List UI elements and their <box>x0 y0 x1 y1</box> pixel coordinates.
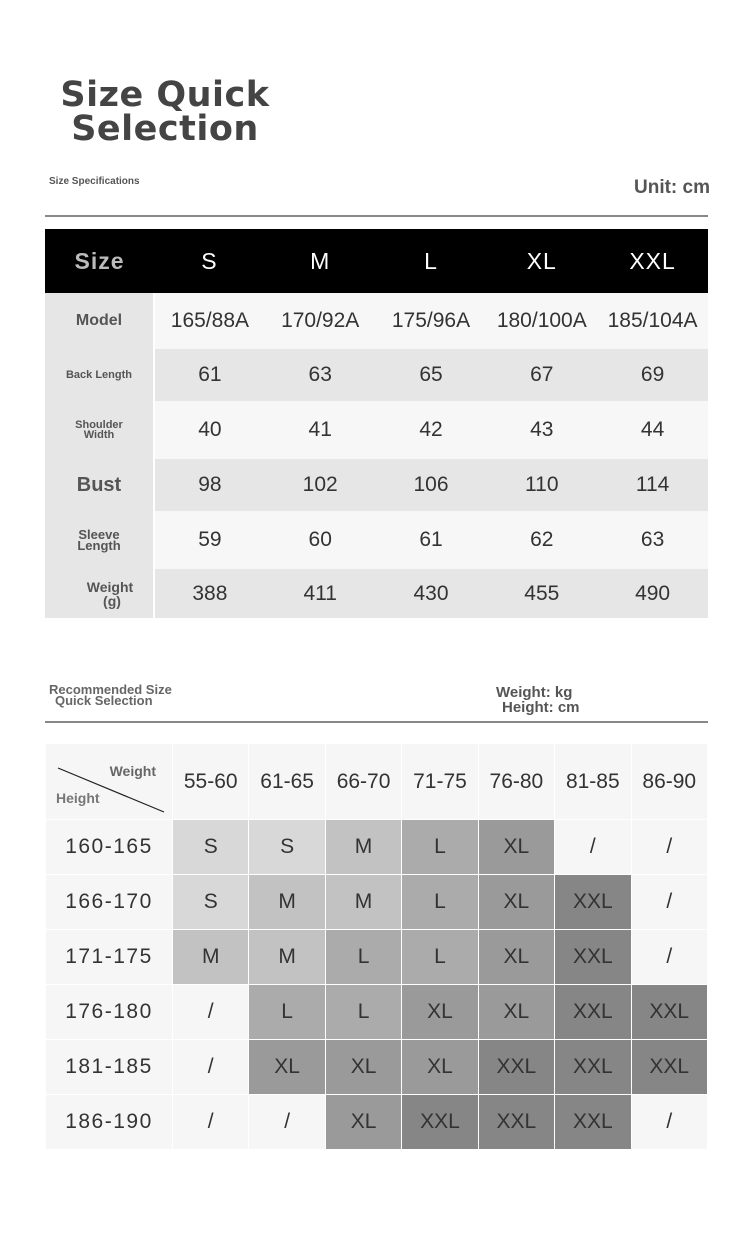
spec-cell: 98 <box>154 459 265 511</box>
size-cell: XXL <box>478 1040 554 1095</box>
size-header-l: L <box>376 229 487 293</box>
unit-label: Unit: cm <box>634 177 710 198</box>
row-label-shoulder-width <box>45 401 154 459</box>
row-label-sleeve-length <box>45 511 154 569</box>
weight-range-header: 55-60 <box>173 744 249 820</box>
size-header-xxl: XXL <box>597 229 708 293</box>
row-label-weight <box>45 569 154 618</box>
size-cell: S <box>173 820 249 875</box>
row-label-line: (g) <box>103 592 121 609</box>
size-cell: / <box>631 820 707 875</box>
size-cell: XL <box>478 820 554 875</box>
spec-row-model <box>45 293 708 349</box>
weight-range-header: 71-75 <box>402 744 478 820</box>
spec-cell: 44 <box>597 401 708 459</box>
spec-row-bust <box>45 459 708 511</box>
size-spec-table <box>45 229 708 618</box>
rec-row <box>46 820 708 875</box>
spec-cell: 170/92A <box>265 293 376 349</box>
row-label-line: Width <box>83 429 115 441</box>
recommended-size-line1: Recommended Size <box>49 682 172 697</box>
spec-cell: 67 <box>486 349 597 401</box>
size-cell: / <box>249 1095 325 1150</box>
size-cell: S <box>173 875 249 930</box>
spec-row-weight <box>45 569 708 618</box>
weight-range-header: 76-80 <box>478 744 554 820</box>
size-cell: M <box>325 820 401 875</box>
size-cell: / <box>631 1095 707 1150</box>
size-cell: XXL <box>555 1095 631 1150</box>
spec-cell: 62 <box>486 511 597 569</box>
size-cell: L <box>325 985 401 1040</box>
size-cell: XL <box>478 985 554 1040</box>
diagonal-divider <box>46 744 172 819</box>
size-cell: XL <box>402 1040 478 1095</box>
spec-cell: 69 <box>597 349 708 401</box>
size-cell: XL <box>325 1095 401 1150</box>
size-cell: L <box>402 930 478 985</box>
height-range: 160-165 <box>46 820 173 875</box>
divider <box>45 721 708 723</box>
spec-cell: 61 <box>154 349 265 401</box>
recommended-size-label <box>49 684 172 706</box>
spec-row-shoulder-width <box>45 401 708 459</box>
spec-cell: 110 <box>486 459 597 511</box>
spec-corner-size: Size <box>45 229 154 293</box>
row-label-line: Shoulder <box>75 419 123 431</box>
weight-range-header: 86-90 <box>631 744 707 820</box>
spec-cell: 59 <box>154 511 265 569</box>
spec-cell: 40 <box>154 401 265 459</box>
size-header-m: M <box>265 229 376 293</box>
rec-table-body <box>46 820 708 1150</box>
spec-cell: 430 <box>376 569 487 618</box>
size-cell: XL <box>402 985 478 1040</box>
size-cell: / <box>631 930 707 985</box>
height-range: 181-185 <box>46 1040 173 1095</box>
height-range: 176-180 <box>46 985 173 1040</box>
spec-cell: 41 <box>265 401 376 459</box>
spec-cell: 102 <box>265 459 376 511</box>
size-cell: / <box>555 820 631 875</box>
row-label-back-length: Back Length <box>45 349 154 401</box>
size-cell: L <box>402 820 478 875</box>
size-cell: M <box>173 930 249 985</box>
spec-cell: 185/104A <box>597 293 708 349</box>
spec-cell: 175/96A <box>376 293 487 349</box>
spec-cell: 388 <box>154 569 265 618</box>
spec-row-back-length <box>45 349 708 401</box>
size-cell: / <box>631 875 707 930</box>
spec-cell: 42 <box>376 401 487 459</box>
size-cell: M <box>325 875 401 930</box>
divider <box>45 215 708 217</box>
size-cell: S <box>249 820 325 875</box>
size-cell: XL <box>325 1040 401 1095</box>
spec-cell: 180/100A <box>486 293 597 349</box>
size-specifications-label: Size Specifications <box>49 176 140 187</box>
spec-cell: 106 <box>376 459 487 511</box>
rec-corner-cell <box>46 744 173 820</box>
rec-row <box>46 1095 708 1150</box>
size-cell: M <box>249 930 325 985</box>
spec-cell: 43 <box>486 401 597 459</box>
row-label-line: Weight <box>86 578 134 595</box>
spec-cell: 65 <box>376 349 487 401</box>
size-cell: XL <box>478 875 554 930</box>
page-title-line2: Selection <box>71 109 259 149</box>
spec-cell: 411 <box>265 569 376 618</box>
page-title-line1: Size Quick <box>60 75 270 115</box>
rec-row <box>46 930 708 985</box>
row-label-line: Sleeve <box>78 527 120 542</box>
height-range: 166-170 <box>46 875 173 930</box>
size-cell: M <box>249 875 325 930</box>
spec-cell: 114 <box>597 459 708 511</box>
page-title <box>55 75 275 149</box>
spec-cell: 490 <box>597 569 708 618</box>
height-range: 171-175 <box>46 930 173 985</box>
size-cell: XL <box>478 930 554 985</box>
size-cell: / <box>173 985 249 1040</box>
spec-row-sleeve-length <box>45 511 708 569</box>
spec-cell: 455 <box>486 569 597 618</box>
corner-weight-label: Weight <box>109 763 156 779</box>
size-header-xl: XL <box>486 229 597 293</box>
height-unit-label: Height: cm <box>502 699 580 716</box>
size-cell: XL <box>249 1040 325 1095</box>
size-header-s: S <box>154 229 265 293</box>
spec-cell: 165/88A <box>154 293 265 349</box>
size-cell: XXL <box>555 875 631 930</box>
rec-header-row <box>46 744 708 820</box>
rec-row <box>46 875 708 930</box>
spec-cell: 63 <box>597 511 708 569</box>
size-cell: XXL <box>631 1040 707 1095</box>
height-range: 186-190 <box>46 1095 173 1150</box>
size-recommendation-table <box>45 743 708 1150</box>
size-cell: XXL <box>555 1040 631 1095</box>
size-cell: L <box>249 985 325 1040</box>
row-label-line: Length <box>77 538 121 553</box>
spec-cell: 63 <box>265 349 376 401</box>
size-cell: XXL <box>402 1095 478 1150</box>
size-cell: XXL <box>555 930 631 985</box>
rec-row <box>46 985 708 1040</box>
weight-range-header: 61-65 <box>249 744 325 820</box>
size-cell: XXL <box>555 985 631 1040</box>
size-cell: XXL <box>478 1095 554 1150</box>
corner-height-label: Height <box>56 790 100 806</box>
spec-header-row <box>45 229 708 293</box>
weight-range-header: 66-70 <box>325 744 401 820</box>
rec-row <box>46 1040 708 1095</box>
size-cell: / <box>173 1095 249 1150</box>
size-cell: / <box>173 1040 249 1095</box>
spec-cell: 61 <box>376 511 487 569</box>
size-cell: XXL <box>631 985 707 1040</box>
weight-height-units <box>496 685 580 715</box>
recommended-size-line2: Quick Selection <box>55 693 153 708</box>
row-label-model: Model <box>45 293 154 349</box>
row-label-bust: Bust <box>45 459 154 511</box>
size-cell: L <box>402 875 478 930</box>
weight-unit-label: Weight: kg <box>496 684 573 701</box>
spec-cell: 60 <box>265 511 376 569</box>
weight-range-header: 81-85 <box>555 744 631 820</box>
size-cell: L <box>325 930 401 985</box>
